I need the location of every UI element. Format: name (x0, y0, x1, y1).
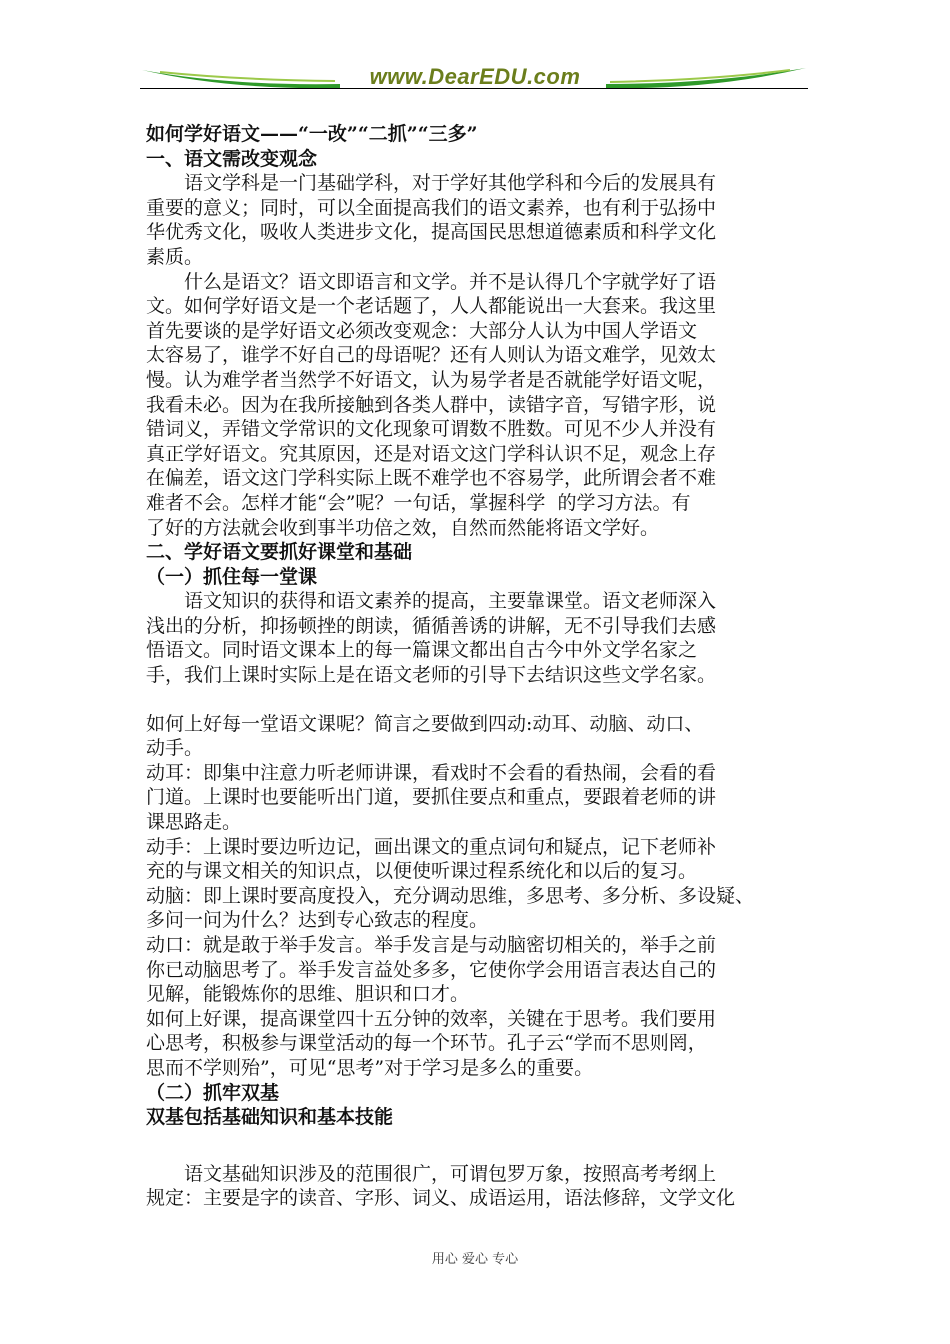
paragraph-line: 见解，能锻炼你的思维、胆识和口才。 (146, 983, 470, 1006)
site-logo-text: www.DearEDU.com (369, 64, 581, 89)
paragraph-line: 悟语文。同时语文课本上的每一篇课文都出自古今中外文学名家之 (146, 639, 698, 662)
paragraph-line: 我看未必。因为在我所接触到各类人群中，读错字音，写错字形，说 (146, 393, 717, 416)
paragraph-line: 思而不学则殆”，可见“思考”对于学习是多么的重要。 (146, 1056, 594, 1079)
paragraph-line: 如何上好课，提高课堂四十五分钟的效率，关键在于思考。我们要用 (146, 1007, 717, 1030)
paragraph-line: 太容易了，谁学不好自己的母语呢？还有人则认为语文难学，见效太 (146, 344, 717, 367)
paragraph-line: 你已动脑思考了。举手发言益处多多，它使你学会用语言表达自己的 (146, 958, 717, 981)
section-heading: 二、学好语文要抓好课堂和基础 (146, 541, 413, 564)
paragraph-line: 语文知识的获得和语文素养的提高，主要靠课堂。语文老师深入 (184, 590, 717, 613)
paragraph-line: 在偏差，语文这门学科实际上既不难学也不容易学，此所谓会者不难 (146, 467, 717, 490)
paragraph-line: 首先要谈的是学好语文必须改变观念：大部分人认为中国人学语文 (146, 319, 698, 342)
paragraph-line: 课思路走。 (146, 811, 242, 834)
paragraph-line: 动口：就是敢于举手发言。举手发言是与动脑密切相关的，举手之前 (146, 934, 717, 956)
paragraph-line: 动脑：即上课时要高度投入，充分调动思维，多思考、多分析、多设疑、 (146, 884, 755, 907)
section-heading: 一、语文需改变观念 (146, 147, 318, 170)
blank-line (146, 1130, 808, 1162)
paragraph-line: 多问一问为什么？达到专心致志的程度。 (146, 909, 489, 932)
paragraph-line: 难者不会。怎样才能“会”呢？一句话，掌握科学 的学习方法。有 (146, 491, 691, 514)
paragraph-line: 规定：主要是字的读音、字形、词义、成语运用，语法修辞，文学文化 (146, 1187, 736, 1210)
paragraph-line: 充的与课文相关的知识点，以便使听课过程系统化和以后的复习。 (146, 860, 698, 883)
document-title: 如何学好语文——“一改”“二抓”“三多” (146, 123, 478, 145)
document-body (146, 122, 808, 1211)
subsection-subheading: 双基包括基础知识和基本技能 (146, 1106, 394, 1129)
page-header (140, 58, 808, 98)
paragraph-line: 什么是语文？语文即语言和文学。并不是认得几个字就学好了语 (184, 270, 717, 293)
paragraph-line: 语文学科是一门基础学科，对于学好其他学科和今后的发展具有 (184, 172, 717, 195)
paragraph-line: 手，我们上课时实际上是在语文老师的引导下去结识这些文学名家。 (146, 664, 717, 687)
paragraph-line: 动手：上课时要边听边记，画出课文的重点词句和疑点，记下老师补 (146, 835, 717, 858)
paragraph-line: 浅出的分析，抑扬顿挫的朗读，循循善诱的讲解，无不引导我们去感 (146, 614, 717, 637)
paragraph-line: 如何上好每一堂语文课呢？简言之要做到四动:动耳、动脑、动口、 (146, 712, 704, 735)
paragraph-line: 真正学好语文。究其原因，还是对语文这门学科认识不足，观念上存 (146, 442, 717, 465)
paragraph-line: 华优秀文化，吸收人类进步文化，提高国民思想道德素质和科学文化 (146, 221, 717, 244)
blank-line (146, 688, 808, 712)
paragraph-line: 动耳：即集中注意力听老师讲课，看戏时不会看的看热闹，会看的看 (146, 761, 717, 784)
paragraph-line: 慢。认为难学者当然学不好语文，认为易学者是否就能学好语文呢， (146, 368, 717, 391)
subsection-heading: （一）抓住每一堂课 (146, 565, 318, 588)
subsection-heading: （二）抓牢双基 (146, 1081, 280, 1104)
paragraph-line: 门道。上课时也要能听出门道，要抓住要点和重点，要跟着老师的讲 (146, 786, 717, 809)
paragraph-line: 动手。 (146, 737, 204, 760)
paragraph-line: 重要的意义；同时，可以全面提高我们的语文素养，也有利于弘扬中 (146, 196, 717, 219)
paragraph-line: 语文基础知识涉及的范围很广，可谓包罗万象，按照高考考纲上 (184, 1162, 717, 1185)
paragraph-line: 素质。 (146, 245, 204, 268)
paragraph-line: 文。如何学好语文是一个老话题了，人人都能说出一大套来。我这里 (146, 295, 717, 318)
paragraph-line: 了好的方法就会收到事半功倍之效，自然而然能将语文学好。 (146, 516, 660, 539)
page-footer: 用心 爱心 专心 (431, 1252, 519, 1267)
paragraph-line: 心思考，积极参与课堂活动的每一个环节。孔子云“学而不思则罔， (146, 1032, 707, 1055)
paragraph-line: 错词义，弄错文学常识的文化现象可谓数不胜数。可见不少人并没有 (146, 418, 717, 441)
